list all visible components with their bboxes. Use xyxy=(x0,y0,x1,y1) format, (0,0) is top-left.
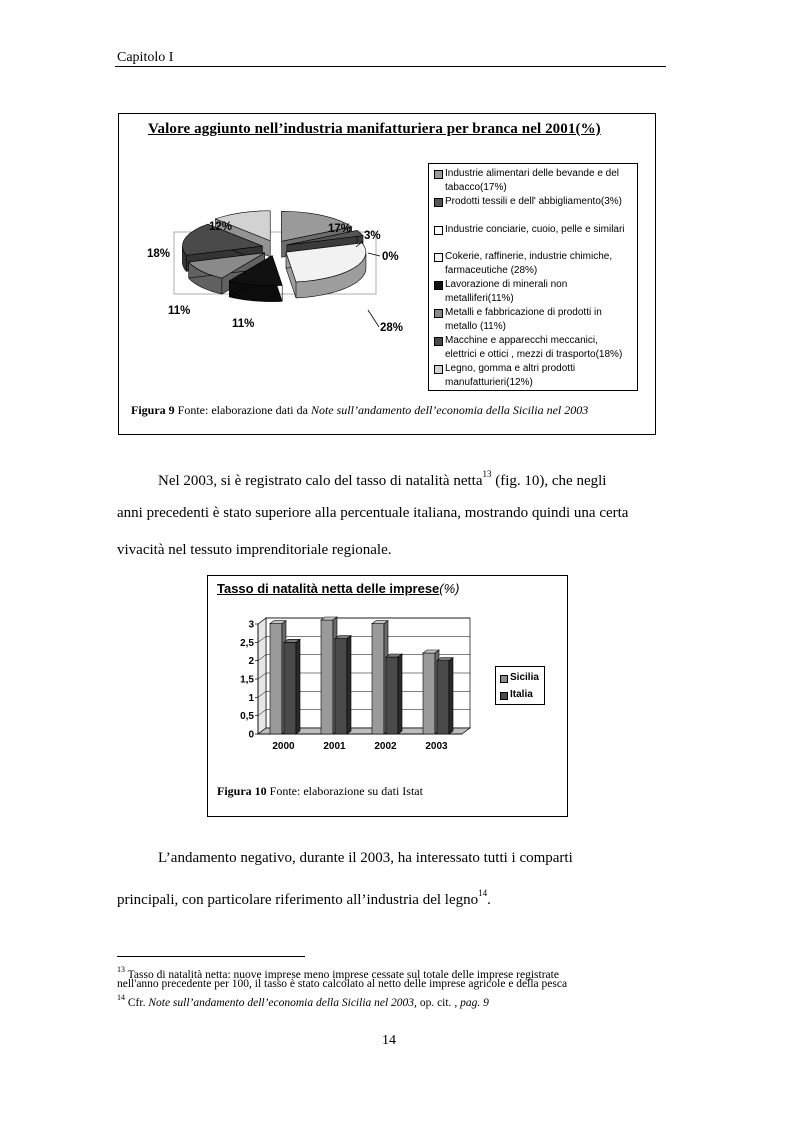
legend-swatch xyxy=(434,281,443,290)
bar-legend-label: Italia xyxy=(510,689,533,700)
pie-legend-item xyxy=(432,223,635,237)
bar-y-tick-label: 3 xyxy=(248,619,254,631)
bar xyxy=(270,621,286,734)
pie-data-label: 11% xyxy=(168,305,191,317)
bar-chart xyxy=(230,612,480,757)
pie-legend-text: manufatturieri(12%) xyxy=(445,376,533,388)
bar-side xyxy=(296,639,300,734)
bar-y-tick-label: 2,5 xyxy=(240,637,254,649)
pie-legend-item xyxy=(432,167,635,194)
header-rule xyxy=(115,66,666,67)
bar-front xyxy=(372,624,384,734)
bar xyxy=(423,650,439,734)
figure-10-caption xyxy=(217,784,423,799)
bar-side xyxy=(398,654,402,734)
pie-legend-item xyxy=(432,250,635,277)
bar-x-tick-label: 2000 xyxy=(272,741,295,752)
bar-legend xyxy=(495,666,545,705)
bar-front xyxy=(423,653,435,734)
bar-x-tick-label: 2002 xyxy=(374,741,397,752)
bar-front xyxy=(321,620,333,734)
figure-10-title-unit: (%) xyxy=(439,581,460,596)
pie-leader-line xyxy=(368,253,380,256)
bar-front xyxy=(284,642,296,734)
footnote-13-line-1: $^{13}$ Tasso di natalità netta: nuove imprese meno imprese cessate sul totale delle imprese registrate xyxy=(117,965,559,981)
bar-y-tick-label: 0 xyxy=(248,729,254,741)
pie-data-label: 12% xyxy=(209,221,233,233)
paragraph-2-line-1: L’andamento negativo, durante il 2003, ha interessato tutti i comparti xyxy=(158,850,573,866)
figure-10-caption-label: Figura 10 xyxy=(217,784,267,798)
pie-data-label: 17% xyxy=(328,223,352,235)
paragraph-1-line-2: anni precedenti è stato superiore alla percentuale italiana, mostrando quindi una certa xyxy=(117,505,629,521)
figure-10-title-text: Tasso di natalità netta delle imprese xyxy=(217,581,440,596)
legend-swatch xyxy=(500,675,508,683)
pie-legend-text: elettrici e ottici , mezzi di trasporto(18%) xyxy=(445,348,623,360)
figure-9-caption-label: Figura 9 xyxy=(131,403,175,417)
figure-9-title: Valore aggiunto nell’industria manifatturiera per branca nel 2001(%) xyxy=(148,121,601,137)
pie-legend-text: Lavorazione di minerali non xyxy=(445,279,568,290)
bar-y-tick-label: 2 xyxy=(248,656,254,668)
pie-data-label: 11% xyxy=(232,318,255,330)
footnote-rule xyxy=(117,956,305,957)
bar-y-tick-label: 1 xyxy=(248,692,254,704)
pie-legend-text: Macchine e apparecchi meccanici, xyxy=(445,335,598,346)
bar-front xyxy=(437,661,449,734)
pie-legend-text: Metalli e fabbricazione di prodotti in xyxy=(445,307,602,318)
legend-swatch xyxy=(500,692,508,700)
paragraph-2-line-2: principali, con particolare riferimento all’industria del legno$^{14}$. xyxy=(117,888,491,908)
footnote-ref-14: 14 xyxy=(478,888,488,898)
bar xyxy=(386,654,402,734)
pie-legend-item xyxy=(432,362,635,389)
running-head: Capitolo I xyxy=(117,50,174,65)
bar xyxy=(321,617,337,734)
bar-y-tick-label: 1,5 xyxy=(240,674,254,686)
pie-data-label: 18% xyxy=(147,248,171,260)
figure-9-caption-source: Note sull’andamento dell’economia della Sicilia nel 2003 xyxy=(310,403,589,417)
bar xyxy=(284,639,300,734)
bar xyxy=(335,636,351,734)
pie-legend-text: Industrie conciarie, cuoio, pelle e similari xyxy=(445,223,625,235)
pie-legend-text: Prodotti tessili e dell' abbigliamento(3%) xyxy=(445,196,622,207)
pie-legend-text: farmaceutiche (28%) xyxy=(445,264,538,276)
pie-data-label: 28% xyxy=(380,322,404,334)
bar-x-tick-label: 2001 xyxy=(323,741,346,752)
bar-front xyxy=(386,657,398,734)
legend-swatch xyxy=(434,253,443,262)
figure-10-caption-text: Fonte: elaborazione su dati Istat xyxy=(266,784,423,798)
pie-legend-item xyxy=(432,334,635,361)
bar xyxy=(437,658,453,734)
pie-legend-text: Industrie alimentari delle bevande e del xyxy=(445,168,619,179)
pie-legend-text: Cokerie, raffinerie, industrie chimiche, xyxy=(445,251,613,262)
pie-legend-text: metalliferi(11%) xyxy=(445,292,514,304)
footnote-14: $^{14}$ Cfr. Note sull’andamento dell’economia della Sicilia nel 2003, op. cit. , pag. 9 xyxy=(117,993,489,1009)
bar-x-tick-label: 2003 xyxy=(425,741,448,752)
footnote-13-line-2: nell'anno precedente per 100, il tasso è stato calcolato al netto delle imprese agricole e della pesca xyxy=(117,978,568,990)
bar xyxy=(372,621,388,734)
footnote-ref-13: 13 xyxy=(482,469,492,479)
legend-swatch xyxy=(434,365,443,374)
pie-legend-item xyxy=(432,306,635,333)
pie-slice xyxy=(286,243,366,298)
figure-9-caption-text: Fonte: elaborazione dati da xyxy=(174,403,311,417)
legend-swatch xyxy=(434,337,443,346)
pie-data-label: 0% xyxy=(382,251,399,263)
figure-10-title xyxy=(217,581,460,596)
legend-swatch xyxy=(434,198,443,207)
figure-9-caption xyxy=(131,403,588,418)
pie-legend-text: metallo (11%) xyxy=(445,320,506,332)
bar-front xyxy=(270,624,282,734)
legend-swatch xyxy=(434,226,443,235)
pie-legend-item xyxy=(432,278,635,305)
pie-legend-text: tabacco(17%) xyxy=(445,181,507,193)
legend-swatch xyxy=(434,309,443,318)
pie-chart xyxy=(130,150,420,350)
bar-legend-label: Sicilia xyxy=(510,672,539,683)
pie-legend-item xyxy=(432,195,635,209)
bar-legend-item xyxy=(499,689,533,700)
pie-legend xyxy=(428,163,638,391)
pie-data-label: 3% xyxy=(364,230,381,242)
page-number: 14 xyxy=(382,1033,396,1048)
pie-leader-line xyxy=(368,310,379,327)
bar-y-tick-label: 0,5 xyxy=(240,711,254,723)
bar-side xyxy=(449,658,453,734)
pie-legend-text: Legno, gomma e altri prodotti xyxy=(445,363,576,374)
paragraph-1-line-3: vivacità nel tessuto imprenditoriale regionale. xyxy=(117,542,392,558)
bar-front xyxy=(335,639,347,734)
bar-legend-item xyxy=(499,672,539,683)
legend-swatch xyxy=(434,170,443,179)
bar-side xyxy=(347,636,351,734)
paragraph-1-line-1: Nel 2003, si è registrato calo del tasso di natalità netta$^{13}$ (fig. 10), che negli xyxy=(158,469,607,489)
